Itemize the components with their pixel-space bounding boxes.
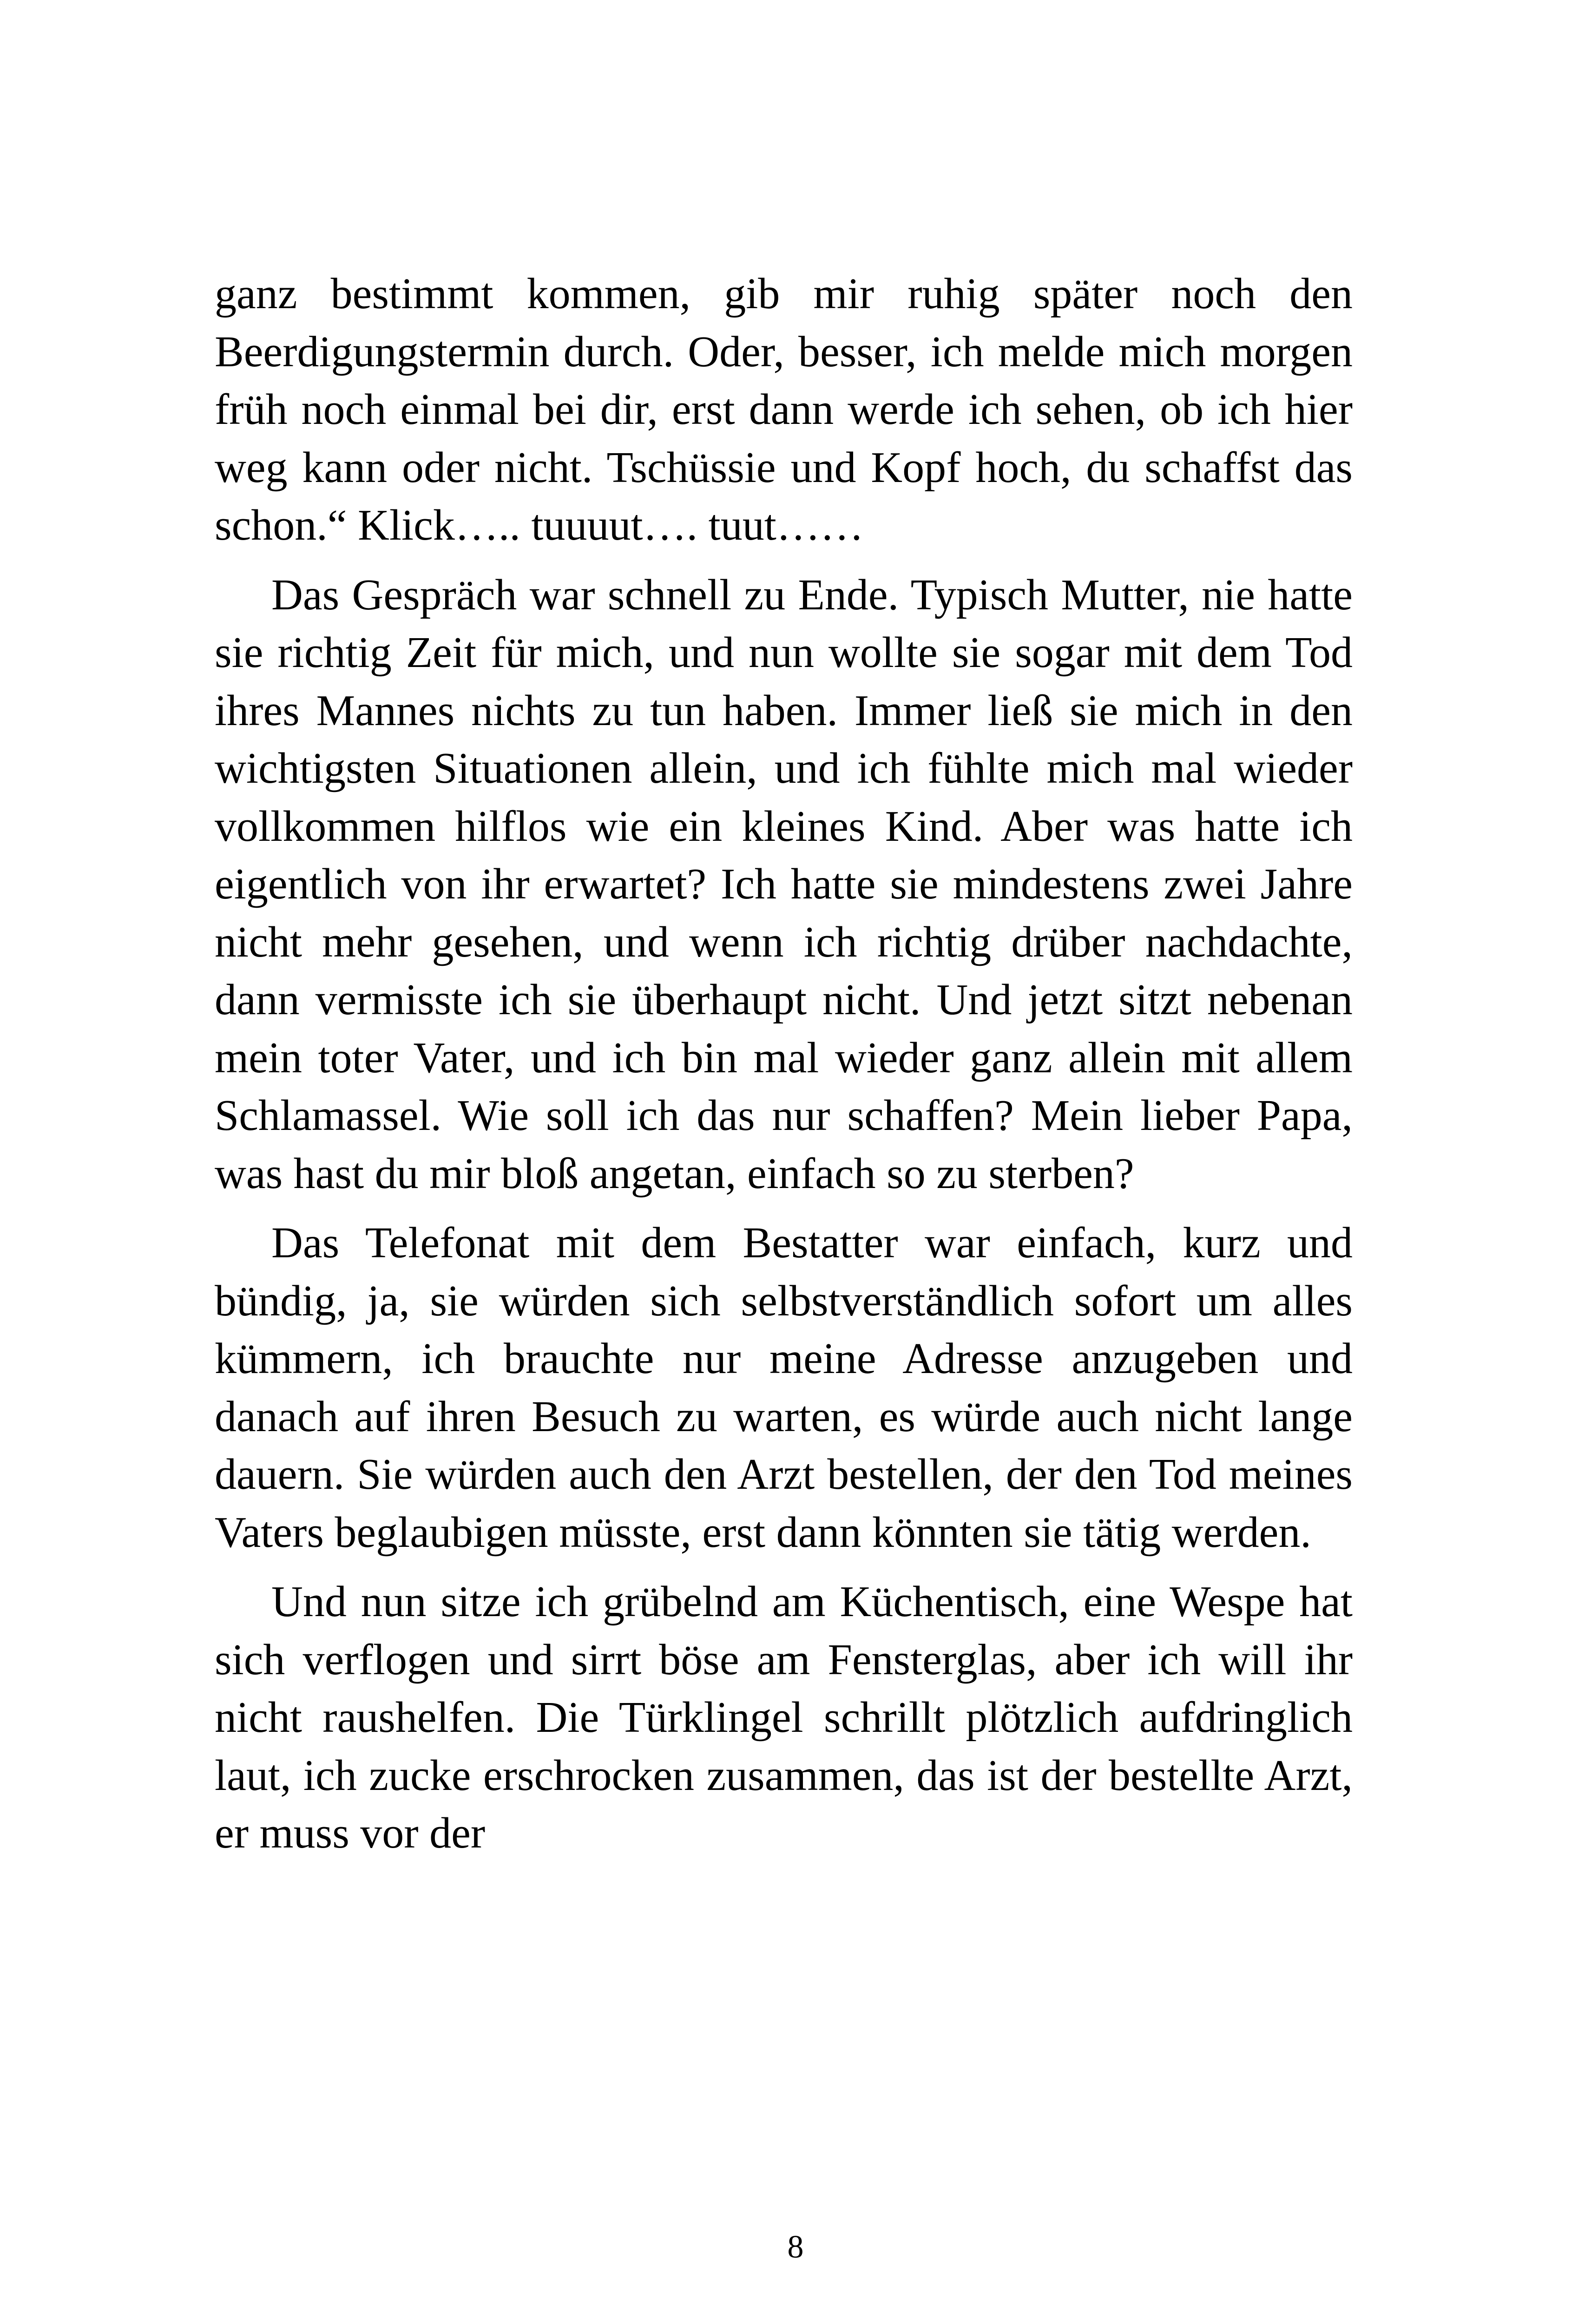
paragraph: Und nun sitze ich grübelnd am Küchentisch, eine Wespe hat sich verflogen und sirrt böse am Fensterglas, aber ich will ihr nicht raushelfen. Die Türklingel schrillt plötzlich aufdringlich laut, ich zucke erschrocken zusammen, das ist der bestellte Arzt, er muss vor der (215, 1578, 1353, 1857)
page-number: 8 (787, 2229, 804, 2265)
paragraph: Das Gespräch war schnell zu Ende. Typisch Mutter, nie hatte sie richtig Zeit für mich, und nun wollte sie sogar mit dem Tod ihres Mannes nichts zu tun haben. Immer ließ sie mich in den wichtigsten Situationen allein, und ich fühlte mich mal wieder vollkommen hilflos wie ein kleines Kind. Aber was hatte ich eigentlich von ihr erwartet? Ich hatte sie mindestens zwei Jahre nicht mehr gesehen, und wenn ich richtig drüber nachdachte, dann vermisste ich sie überhaupt nicht. Und jetzt sitzt nebenan mein toter Vater, und ich bin mal wieder ganz allein mit allem Schlamassel. Wie soll ich das nur schaffen? Mein lieber Papa, was hast du mir bloß angetan, einfach so zu sterben? (215, 570, 1353, 1198)
paragraph-continued: ganz bestimmt kommen, gib mir ruhig später noch den Beerdigungstermin durch. Oder, besser, ich melde mich morgen früh noch einmal bei dir, erst dann werde ich sehen, ob ich hier weg kann oder nicht. Tschüssie und Kopf hoch, du schaffst das schon.“ Klick….. tuuuut…. tuut…… (215, 270, 1353, 549)
paragraph: Das Telefonat mit dem Bestatter war einfach, kurz und bündig, ja, sie würden sich selbstverständlich sofort um alles kümmern, ich brauchte nur meine Adresse anzugeben und danach auf ihren Besuch zu warten, es würde auch nicht lange dauern. Sie würden auch den Arzt bestellen, der den Tod meines Vaters beglaubigen müsste, erst dann könnten sie tätig werden. (215, 1219, 1353, 1557)
body-text (215, 265, 1353, 1862)
